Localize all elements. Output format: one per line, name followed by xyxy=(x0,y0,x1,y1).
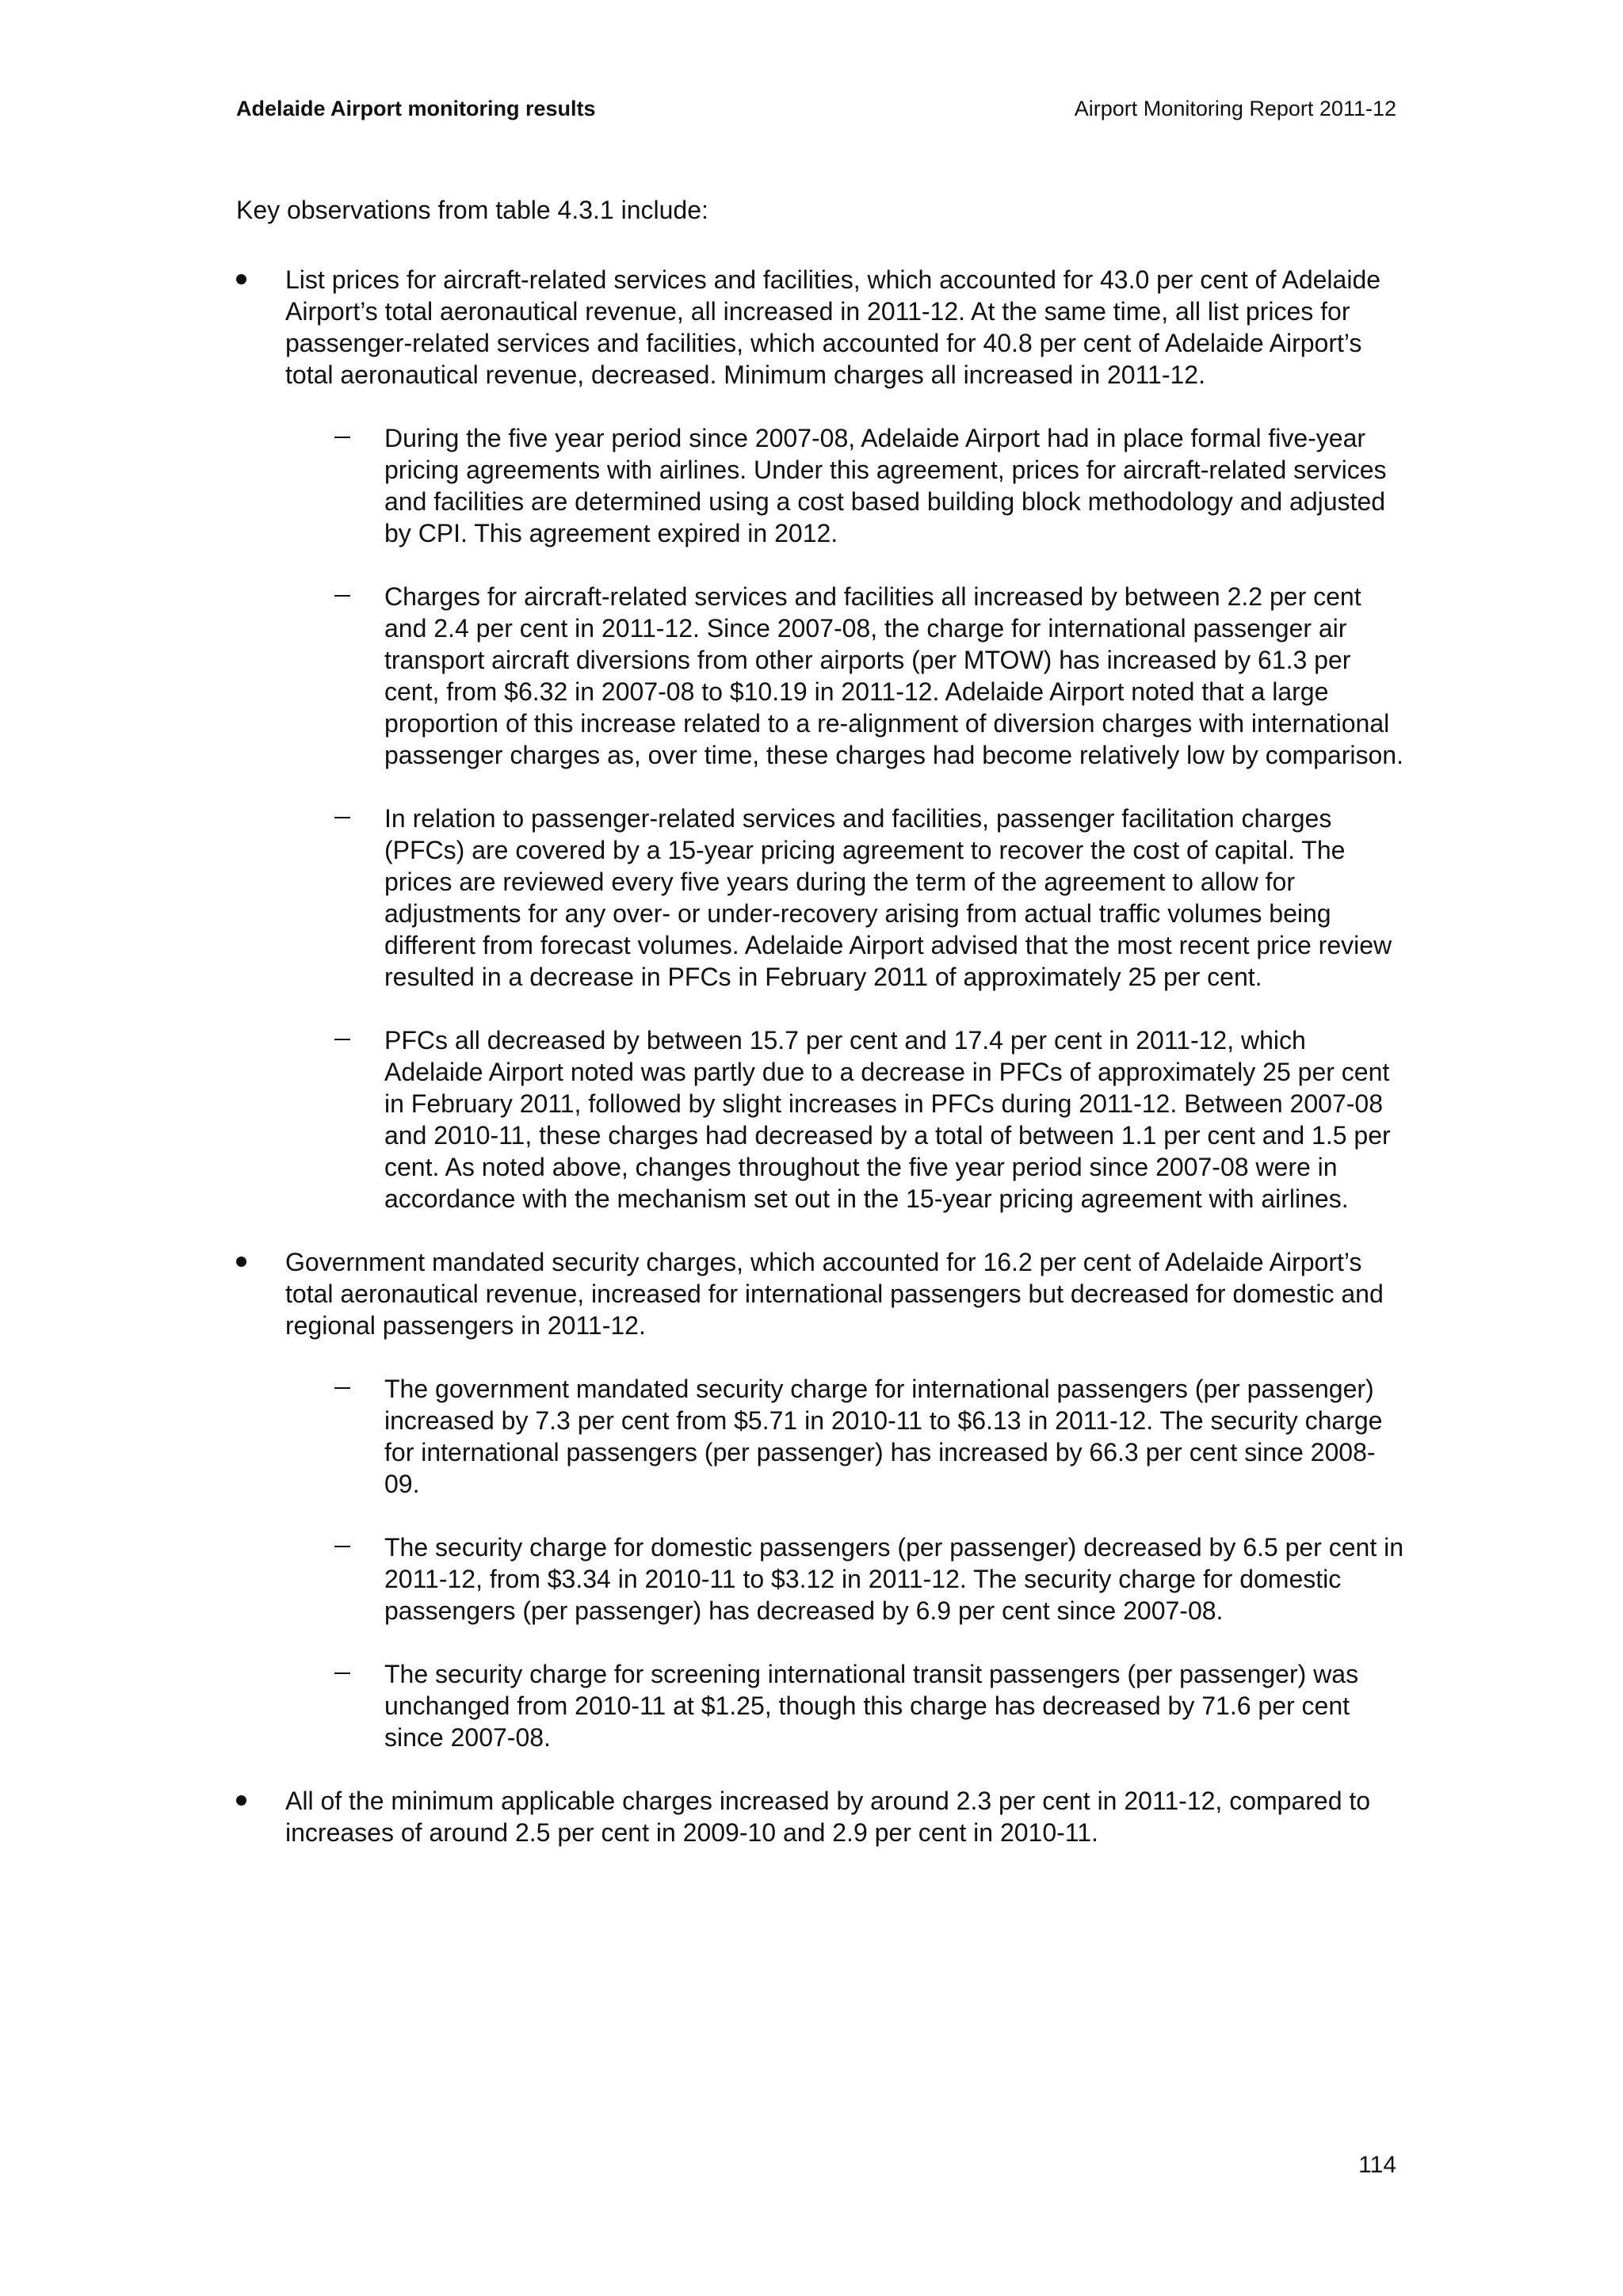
dash-icon xyxy=(334,1546,350,1547)
bullet-item xyxy=(236,1246,1401,1753)
page-body xyxy=(236,194,1401,1880)
bullet-dot-icon xyxy=(236,274,246,284)
bullet-dot-icon xyxy=(236,1257,246,1267)
sub-item-text: During the five year period since 2007-08, Adelaide Airport had in place formal five-year pricing agreements with airlines. Under this agreement, prices for aircraft-related services and facilities are determined using a cost based building block methodology and adjusted by CPI. This agreement expired in 2012. xyxy=(384,424,1387,547)
sub-list xyxy=(285,422,1401,1215)
sub-item-text: The security charge for domestic passengers (per passenger) decreased by 6.5 per cent in 2011-12, from $3.34 in 2010-11 to $3.12 in 2011-12. The security charge for domestic passengers (per passenger) has decreased by 6.9 per cent since 2007-08. xyxy=(384,1533,1403,1625)
dash-icon xyxy=(334,1672,350,1674)
dash-icon xyxy=(334,1387,350,1389)
sub-item-text: PFCs all decreased by between 15.7 per cent and 17.4 per cent in 2011-12, which Adelaide Airport noted was partly due to a decrease in PFCs of approximately 25 per cent in February 2011, followed by slight increases in PFCs during 2011-12. Between 2007-08 and 2010-11, these charges had decreased by a total of between 1.1 per cent and 1.5 per cent. As noted above, changes throughout the five year period since 2007-08 were in accordance with the mechanism set out in the 15-year pricing agreement with airlines. xyxy=(384,1026,1391,1213)
header-report-title: Airport Monitoring Report 2011-12 xyxy=(1074,97,1396,120)
intro-text: Key observations from table 4.3.1 include: xyxy=(236,196,708,224)
sub-item xyxy=(285,1373,1401,1500)
sub-item xyxy=(285,803,1401,993)
bullet-text: Government mandated security charges, which accounted for 16.2 per cent of Adelaide Airport’s total aeronautical revenue, increased for international passengers but decreased for domestic and regional passengers in 2011-12. xyxy=(285,1248,1384,1340)
sub-item xyxy=(285,422,1401,549)
dash-icon xyxy=(334,595,350,597)
sub-item xyxy=(285,1658,1401,1753)
bullet-item xyxy=(236,1785,1401,1848)
header-section-title: Adelaide Airport monitoring results xyxy=(236,97,596,120)
dash-icon xyxy=(334,1039,350,1040)
bullet-item xyxy=(236,264,1401,1215)
bullet-dot-icon xyxy=(236,1795,246,1806)
bullet-text: All of the minimum applicable charges increased by around 2.3 per cent in 2011-12, compared to increases of around 2.5 per cent in 2009-10 and 2.9 per cent in 2010-11. xyxy=(285,1787,1371,1847)
bullet-text: List prices for aircraft-related services and facilities, which accounted for 43.0 per cent of Adelaide Airport’s total aeronautical revenue, all increased in 2011-12. At the same time, all list prices for passenger-related services and facilities, which accounted for 40.8 per cent of Adelaide Airport’s total aeronautical revenue, decreased. Minimum charges all increased in 2011-12. xyxy=(285,265,1381,389)
sub-item xyxy=(285,581,1401,771)
sub-item-text: The government mandated security charge for international passengers (per passenger) increased by 7.3 per cent from $5.71 in 2010-11 to $6.13 in 2011-12. The security charge for international passengers (per passenger) has increased by 66.3 per cent since 2008-09. xyxy=(384,1375,1383,1498)
sub-item-text: Charges for aircraft-related services and facilities all increased by between 2.2 per cent and 2.4 per cent in 2011-12. Since 2007-08, the charge for international passenger air transport aircraft diversions from other airports (per MTOW) has increased by 61.3 per cent, from $6.32 in 2007-08 to $10.19 in 2011-12. Adelaide Airport noted that a large proportion of this increase related to a re-alignment of diversion charges with international passenger charges as, over time, these charges had become relatively low by comparison. xyxy=(384,582,1403,769)
sub-list xyxy=(285,1373,1401,1753)
sub-item xyxy=(285,1531,1401,1627)
sub-item-text: The security charge for screening international transit passengers (per passenger) was unchanged from 2010-11 at $1.25, though this charge has decreased by 71.6 per cent since 2007-08. xyxy=(384,1660,1359,1752)
page-header xyxy=(236,97,1396,128)
page-number: 114 xyxy=(1358,2152,1396,2178)
sub-item xyxy=(285,1024,1401,1215)
sub-item-text: In relation to passenger-related services and facilities, passenger facilitation charges (PFCs) are covered by a 15-year pricing agreement to recover the cost of capital. The prices are reviewed every five years during the term of the agreement to allow for adjustments for any over- or under-recovery arising from actual traffic volumes being different from forecast volumes. Adelaide Airport advised that the most recent price review resulted in a decrease in PFCs in February 2011 of approximately 25 per cent. xyxy=(384,804,1392,991)
dash-icon xyxy=(334,437,350,438)
dash-icon xyxy=(334,817,350,818)
